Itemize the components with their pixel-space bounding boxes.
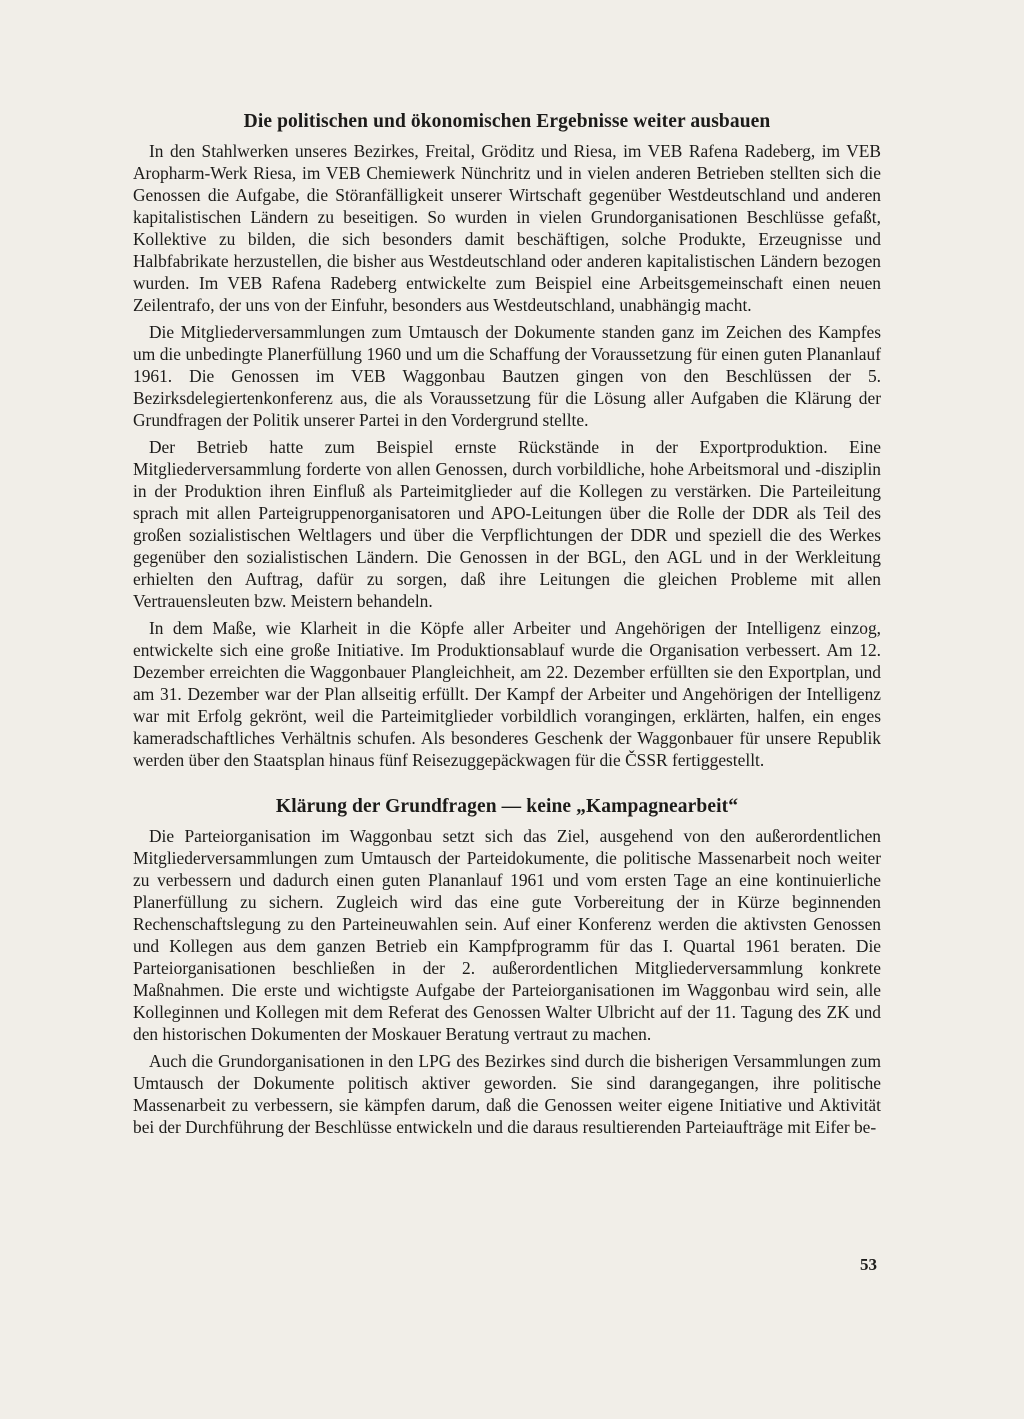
section-heading-2: Klärung der Grundfragen — keine „Kampagnearbeit“ xyxy=(275,796,739,817)
paragraph: In dem Maße, wie Klarheit in die Köpfe aller Arbeiter und Angehörigen der Intelligenz einzog, entwickelte sich eine große Initiative. Im Produktionsablauf wurde die Organisation verbessert. Am 12. Dezember erreichten die Waggonbauer Plangleichheit, am 22. Dezember erfüllten sie den Exportplan, und am 31. Dezember war der Plan allseitig erfüllt. Der Kampf der Arbeiter und Angehörigen der Intelligenz war mit Erfolg gekrönt, weil die Parteimitglieder vorbildlich vorangingen, erklärten, halfen, ein enges kameradschaftliches Verhältnis schufen. Als besonderes Geschenk der Waggonbauer für unsere Republik werden über den Staatsplan hinaus fünf Reisezuggepäckwagen für die ČSSR fertiggestellt. xyxy=(133,618,881,770)
page-number: 53 xyxy=(860,1255,877,1274)
paragraph: Die Parteiorganisation im Waggonbau setzt sich das Ziel, ausgehend von den außerordentlichen Mitgliederversammlungen zum Umtausch der Parteidokumente, die politische Massenarbeit noch weiter zu verbessern und dadurch einen guten Plananlauf 1961 und vom ersten Tage an eine kontinuierliche Planerfüllung zu sichern. Zugleich wird das eine gute Vorbereitung der in Kürze beginnenden Rechenschaftslegung zu den Parteineuwahlen sein. Auf einer Konferenz werden die aktivsten Genossen und Kollegen aus dem ganzen Betrieb ein Kampfprogramm für das I. Quartal 1961 beraten. Die Parteiorganisationen beschließen in der 2. außerordentlichen Mitgliederversammlung konkrete Maßnahmen. Die erste und wichtigste Aufgabe der Parteiorganisationen im Waggonbau wird sein, alle Kolleginnen und Kollegen mit dem Referat des Genossen Walter Ulbricht auf der 11. Tagung des ZK und den historischen Dokumenten der Moskauer Beratung vertraut zu machen. xyxy=(133,826,881,1044)
page-content xyxy=(133,108,881,1143)
paragraph: Der Betrieb hatte zum Beispiel ernste Rückstände in der Exportproduktion. Eine Mitgliederversammlung forderte von allen Genossen, durch vorbildliche, hohe Arbeitsmoral und -disziplin in der Produktion ihren Einfluß als Parteimitglieder auf die Kollegen zu verstärken. Die Parteileitung sprach mit allen Parteigruppenorganisatoren und APO-Leitungen über die Rolle der DDR als Teil des großen sozialistischen Weltlagers und über die Verpflichtungen der DDR und speziell die des Werkes gegenüber den sozialistischen Ländern. Die Genossen in der BGL, den AGL und in der Werkleitung erhielten den Auftrag, dafür zu sorgen, daß ihre Leitungen die gleichen Probleme mit allen Vertrauensleuten bzw. Meistern behandeln. xyxy=(133,437,881,611)
section-heading-1: Die politischen und ökonomischen Ergebnisse weiter ausbauen xyxy=(243,111,771,132)
paragraph: Die Mitgliederversammlungen zum Umtausch der Dokumente standen ganz im Zeichen des Kampfes um die unbedingte Planerfüllung 1960 und um die Schaffung der Voraussetzung für einen guten Plananlauf 1961. Die Genossen im VEB Waggonbau Bautzen gingen von den Beschlüssen der 5. Bezirksdelegiertenkonferenz aus, die als Voraussetzung für die Lösung aller Aufgaben die Klärung der Grundfragen der Politik unserer Partei in den Vordergrund stellte. xyxy=(133,322,881,430)
paragraph: Auch die Grundorganisationen in den LPG des Bezirkes sind durch die bisherigen Versammlungen zum Umtausch der Dokumente politisch aktiver geworden. Sie sind darangegangen, ihre politische Massenarbeit zu verbessern, sie kämpfen darum, daß die Genossen weiter eigene Initiative und Aktivität bei der Durchführung der Beschlüsse entwickeln und die daraus resultierenden Parteiaufträge mit Eifer be- xyxy=(133,1051,881,1137)
paragraph: In den Stahlwerken unseres Bezirkes, Freital, Gröditz und Riesa, im VEB Rafena Radeberg, im VEB Aropharm-Werk Riesa, im VEB Chemiewerk Nünchritz und in vielen anderen Betrieben stellten sich die Genossen die Aufgabe, die Störanfälligkeit unserer Wirtschaft gegenüber Westdeutschland und anderen kapitalistischen Ländern zu beseitigen. So wurden in vielen Grundorganisationen Beschlüsse gefaßt, Kollektive zu bilden, die sich besonders damit beschäftigen, solche Produkte, Erzeugnisse und Halbfabrikate herzustellen, die bisher aus Westdeutschland oder anderen kapitalistischen Ländern bezogen wurden. Im VEB Rafena Radeberg entwickelte zum Beispiel eine Arbeitsgemeinschaft einen neuen Zeilentrafo, der uns von der Einfuhr, besonders aus Westdeutschland, unabhängig macht. xyxy=(133,141,881,315)
